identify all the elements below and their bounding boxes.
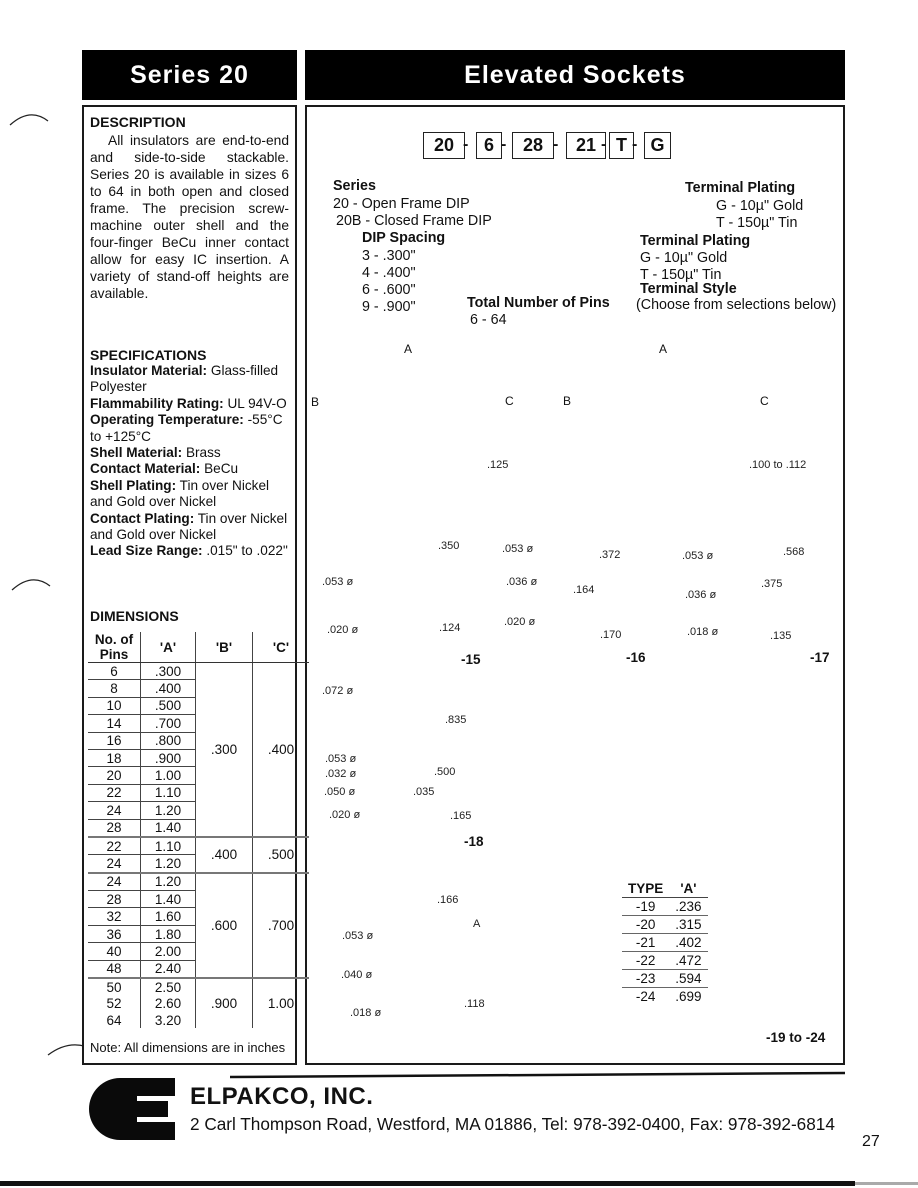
pn-segment-spacing: 6 xyxy=(476,132,502,159)
description-body: All insulators are end-to-end and side-to-side stackable. Series 20 is available in sizes 6 to 64 in both open and closed frame. The precision screw-machine outer shell and the four-finger BeCu inner contact allow for easy IC insertion. A variety of stand-off heights are available. xyxy=(90,133,289,301)
terminal-plating-g-label: Terminal Plating xyxy=(685,180,796,196)
dim-value: .050 ø xyxy=(324,786,356,798)
dim-value: .375 xyxy=(761,578,783,590)
dim-a-label: A xyxy=(404,342,413,356)
terminal-plating-t-label: Terminal Plating xyxy=(640,233,751,249)
specifications-list xyxy=(90,363,291,560)
terminal-style-note: (Choose from selections below) xyxy=(636,297,837,313)
table-row: -20 .315 xyxy=(622,916,708,934)
table-row: 22 1.10 .400 .500 xyxy=(88,837,309,855)
table-row: -22 .472 xyxy=(622,952,708,970)
table-row: 32 1.60 xyxy=(88,908,309,925)
dim-c-label: C xyxy=(505,394,514,408)
dim-value: .053 ø xyxy=(322,576,354,588)
dim-value: .036 ø xyxy=(685,589,717,601)
description-heading: DESCRIPTION xyxy=(90,114,186,130)
dim-value: .072 ø xyxy=(322,685,354,697)
dim-value: .018 ø xyxy=(687,626,719,638)
table-row: 48 2.40 xyxy=(88,960,309,978)
table-row: 18 .900 xyxy=(88,749,309,766)
dim-value: .018 ø xyxy=(350,1007,382,1019)
dim-value: .500 xyxy=(434,766,456,778)
table-row: 40 2.00 xyxy=(88,943,309,960)
product-header-bar xyxy=(305,50,845,100)
dim-value: .020 ø xyxy=(504,616,536,628)
dim-value: .166 xyxy=(437,894,459,906)
bottom-bar xyxy=(0,1181,855,1186)
drawing-label: -18 xyxy=(464,834,484,849)
dip-spacing-label: DIP Spacing xyxy=(362,230,446,246)
table-row: 24 1.20 .600 .700 xyxy=(88,873,309,891)
pn-separator: - xyxy=(553,136,559,153)
type-table xyxy=(622,880,708,1005)
product-title: Elevated Sockets xyxy=(464,60,686,89)
dim-value: .032 ø xyxy=(325,768,357,780)
table-row: 36 1.80 xyxy=(88,925,309,942)
elpakco-logo xyxy=(89,1078,175,1140)
footer-rule xyxy=(230,1073,845,1077)
spec-item: Lead Size Range: .015" to .022" xyxy=(90,543,288,559)
pn-segment-pins: 28 xyxy=(512,132,554,159)
dim-value: .036 ø xyxy=(506,576,538,588)
table-row: 20 1.00 xyxy=(88,767,309,784)
terminal-plating-g-option: G - 10µ" Gold xyxy=(716,198,804,214)
table-row: 28 1.40 xyxy=(88,891,309,908)
table-row: -23 .594 xyxy=(622,970,708,988)
table-row: 50 2.50 .900 1.00 xyxy=(88,978,309,995)
total-pins-label: Total Number of Pins xyxy=(467,295,610,311)
dip-spacing-option: 6 - .600" xyxy=(362,282,416,298)
page-number: 27 xyxy=(862,1133,880,1150)
terminal-plating-t-option: G - 10µ" Gold xyxy=(640,250,728,266)
spec-item: Insulator Material: Glass-filled Polyester xyxy=(90,363,279,395)
pn-segment-plating-g: G xyxy=(644,132,671,159)
dimensions-heading: DIMENSIONS xyxy=(90,608,179,624)
dim-value: .053 ø xyxy=(342,930,374,942)
dim-value: .053 ø xyxy=(682,550,714,562)
table-row: -19 .236 xyxy=(622,898,708,916)
pn-separator: - xyxy=(463,136,469,153)
dim-value: .118 xyxy=(464,998,485,1010)
dim-value: .124 xyxy=(439,622,461,634)
series-header-bar xyxy=(82,50,297,100)
dim-value: .350 xyxy=(438,540,460,552)
table-row: 52 2.60 xyxy=(88,995,309,1011)
dim-value: .020 ø xyxy=(327,624,359,636)
dim-value: .020 ø xyxy=(329,809,361,821)
dim-a-label: A xyxy=(659,342,668,356)
drawing-label: -15 xyxy=(461,652,481,667)
total-pins-range: 6 - 64 xyxy=(470,312,507,328)
company-name: ELPAKCO, INC. xyxy=(190,1083,374,1110)
dimensions-note: Note: All dimensions are in inches xyxy=(90,1040,286,1055)
pn-segment-style: 21 xyxy=(566,132,606,159)
pn-segment-series: 20 xyxy=(423,132,465,159)
spec-item: Contact Material: BeCu xyxy=(90,461,239,477)
dim-value: .170 xyxy=(600,629,622,641)
terminal-plating-t-option: T - 150µ" Tin xyxy=(640,267,722,283)
series-title: Series 20 xyxy=(130,60,249,89)
drawing-label: -16 xyxy=(626,650,646,665)
dim-value: .164 xyxy=(573,584,595,596)
series-label: Series xyxy=(333,178,376,194)
terminal-style-label: Terminal Style xyxy=(640,281,737,297)
table-row: 64 3.20 xyxy=(88,1012,309,1028)
dip-spacing-option: 4 - .400" xyxy=(362,265,416,281)
spec-item: Contact Plating: Tin over Nickel and Gold over Nickel xyxy=(90,510,288,543)
pn-separator: - xyxy=(632,136,638,153)
terminal-plating-g-option: T - 150µ" Tin xyxy=(716,215,798,231)
pn-separator: - xyxy=(601,136,607,153)
table-row: 28 1.40 xyxy=(88,819,309,837)
dimensions-table xyxy=(88,632,309,1028)
dimensions-header-row: No. of Pins 'A' 'B' 'C' xyxy=(88,632,309,663)
dim-value: .165 xyxy=(450,810,472,822)
drawing-label: -17 xyxy=(810,650,830,665)
spec-item: Operating Temperature: -55°C to +125°C xyxy=(90,412,283,444)
dim-value: .135 xyxy=(770,630,792,642)
table-row: -21 .402 xyxy=(622,934,708,952)
dim-c-label: C xyxy=(760,394,769,408)
spec-item: Shell Material: Brass xyxy=(90,445,221,461)
dim-value: .035 xyxy=(413,786,435,798)
series-option: 20B - Closed Frame DIP xyxy=(336,213,492,229)
table-row: 22 1.10 xyxy=(88,784,309,801)
table-row: 24 1.20 xyxy=(88,855,309,873)
dip-spacing-option: 3 - .300" xyxy=(362,248,416,264)
dip-spacing-option: 9 - .900" xyxy=(362,299,416,315)
specifications-heading: SPECIFICATIONS xyxy=(90,347,207,363)
dim-value: .372 xyxy=(599,549,621,561)
pn-separator: - xyxy=(501,136,507,153)
spec-item: Shell Plating: Tin over Nickel and Gold over Nickel xyxy=(90,477,270,510)
dim-value: .040 ø xyxy=(341,969,373,981)
dim-value: .568 xyxy=(783,546,805,558)
thickness-dim: .125 xyxy=(487,459,509,471)
dim-b-label: B xyxy=(311,395,320,409)
table-row: 10 .500 xyxy=(88,697,309,714)
thickness-dim: .100 to .112 xyxy=(749,459,807,471)
spec-item: Flammability Rating: UL 94V-O xyxy=(90,395,287,411)
dim-value: .835 xyxy=(445,714,467,726)
dim-value: .053 ø xyxy=(502,543,534,555)
table-row: 24 1.20 xyxy=(88,802,309,819)
table-row: 14 .700 xyxy=(88,715,309,732)
table-row: -24 .699 xyxy=(635,989,702,1004)
company-address: 2 Carl Thompson Road, Westford, MA 01886, Tel: 978-392-0400, Fax: 978-392-6814 xyxy=(190,1114,835,1134)
type-table-header: TYPE 'A' xyxy=(622,880,708,898)
pn-segment-plating-t: T xyxy=(609,132,634,159)
table-row: 16 .800 xyxy=(88,732,309,749)
dim-value: A xyxy=(473,918,481,930)
table-row: 6 .300 .300 .400 xyxy=(88,663,309,680)
series-option: 20 - Open Frame DIP xyxy=(333,196,470,212)
table-row: 8 .400 xyxy=(88,680,309,697)
dim-value: .053 ø xyxy=(325,753,357,765)
dim-b-label: B xyxy=(563,394,572,408)
drawing-label: -19 to -24 xyxy=(766,1030,826,1045)
